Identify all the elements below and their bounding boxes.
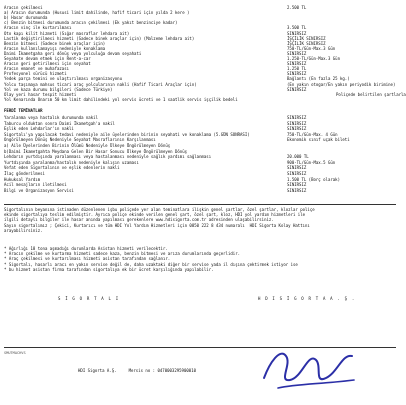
footer-company: HDI Sigorta A.Ş. — [78, 368, 117, 373]
row-label: Lastik değiştirilmesi hizmeti (Sadece binek araçlar için) (Malzeme lehdara ait) — [4, 35, 195, 41]
row-value: İŞÇİLİK SINIRSIZ — [287, 40, 326, 46]
section-title: FERDİ TEMİNATLAR — [4, 108, 43, 113]
row-label: a) Aile Üyelerinden Birinin Ölümü Nedeniyle Ülkeye Öngörülmeyen Dönüş — [4, 143, 171, 148]
table-row — [4, 137, 396, 142]
table-row — [4, 97, 396, 102]
row-value: Bağlantı (En fazla 25 kg.) — [287, 76, 350, 82]
bullet-item: * bu hizmet asistan firma tarafından sigortalıya ek bir ücret karşılığında yapılabilir. — [4, 266, 214, 272]
contact-line: Sayın sigortalımız ; Çekici, Kurtarıcı ve tüm HDI Yol Yardım Hizmetleri için 0850 222 8 434 numaralı HDI Sigorta Kolay Hattını — [4, 223, 310, 228]
insurer-signature-title: H D I S İ G O R T A A . Ş . — [258, 296, 356, 301]
row-value: 900-TL/Gün-Max.5 Gün — [287, 159, 336, 165]
row-label: Yolcu taşımaya mahsus ticari araç yolcularının nakli (Hafif Ticari Araçlar için) — [4, 81, 197, 87]
row-value: SINIRSIZ — [287, 120, 307, 126]
table-row — [4, 177, 396, 182]
bullet-item: * Aracın çekilme ve kurtarma hizmeti sadece kaza, benzin bitmesi ve arıza durumlarında geçerlidir. — [4, 251, 241, 257]
info-row — [4, 188, 396, 193]
row-label: İlaç gönderilmesi — [4, 171, 45, 176]
row-value: SINIRSIZ — [287, 71, 307, 77]
row-label: Yedek parça temini ve ulaştırılması organizasyonu — [4, 76, 123, 82]
row-label: Aracın çekilmesi — [4, 5, 43, 10]
row-label: Olay yeri hasar tespit hizmeti — [4, 91, 77, 97]
row-label: Sigortalı'ya yapılacak tedavi nedeniyle aile üyelerinden birinin seyahati ve konaklama (5.GÜN SONRASI) — [4, 131, 250, 137]
table-row — [4, 121, 396, 126]
row-value: SINIRSIZ — [287, 115, 307, 120]
row-label: Aracın geri getirilmesi için seyahat — [4, 61, 91, 67]
row-label: Yurtdışında yaralanma/hastalık nedeniyle kalışın uzaması — [4, 159, 139, 165]
info-row-value: SINIRSIZ — [287, 188, 307, 193]
table-row — [4, 143, 396, 148]
table-row — [4, 160, 396, 165]
row-value: İŞÇİLİK SINIRSIZ — [287, 35, 326, 41]
row-label: Seyahate devam etmek için Rent-a-car — [4, 56, 91, 61]
terms-paragraph: Sigortalının beyanına istinaden düzenlenen işbu poliçede yer alan teminatlara ilişkin genel şartlar, özel şartlar, klozlar poliçe ekinde sigortalıya teslim edilmiştir. Ayrıca poliçe ekinde verilen genel şart, özel şart, kloz, HDI yol yardım hizmetleri ile ilgili detaylı bilgiler ile hasar anında yapılması gerekenlere www.hdisigorta.com.tr adresinden ulaşabilirsiniz. — [4, 207, 315, 222]
insured-signature-title: S İ G O R T A L I — [58, 296, 120, 301]
row-label: Taburcu olduktan sonra Daimi İkametgah'a nakil — [4, 120, 115, 126]
row-value: 750-TL/Gün-Max.3 Gün — [287, 45, 336, 51]
bullet-item: * Ağırlığı 18 tona aşmadığı durumlarda Asistan hizmeti verilecektir. — [4, 246, 168, 251]
row-label: Daimi İkametgaha geri dönüş veya yolculuğa devam seyahati — [4, 50, 142, 56]
row-value: SINIRSIZ — [287, 86, 307, 92]
row-value: SINIRSIZ — [287, 171, 307, 176]
table-row — [4, 182, 396, 187]
row-label: b) Hasar durumunda — [4, 15, 48, 21]
row-label: Benzin bitmesi (Sadece binek araçlar için) — [4, 40, 106, 46]
table-row — [4, 149, 396, 154]
row-value: 3.500 TL — [287, 25, 307, 31]
row-value: 750-TL/Gün-Max. 4 Gün — [287, 131, 338, 137]
table-row — [4, 171, 396, 176]
row-label: Ongörülmeyen Dönüş Nedeniyle Seyahat Masraflarının Karşılanması — [4, 137, 156, 143]
row-value-secondary: Poliçede belirtilen şartlarla — [336, 91, 406, 97]
row-label: a) Aracın durumunda (Hususi limit dahilinde, hafif ticari için yılda 2 kere ) — [4, 10, 190, 16]
row-value: 20.000 TL — [287, 154, 309, 160]
table-row — [4, 165, 396, 170]
row-label: Profesyonel sürücü hizmeti — [4, 71, 67, 77]
row-label: Hukuksal Yardım — [4, 176, 41, 182]
row-value: SINIRSIZ — [287, 126, 307, 132]
row-label: b)Daimi İkametgahta Meydana Gelen Bir Hasar Sonucu Ülkeye Öngörülmeyen Dönüş — [4, 148, 188, 154]
row-value: 1.250 TL — [287, 66, 307, 72]
row-value: Ekonomik sınıf uçak bileti — [287, 137, 350, 143]
row-value: 1.500 TL (Borç olarak) — [287, 176, 340, 182]
row-label: Lehdarın yurtdışında yaralanması veya hastalanması nedeniyle sağlık yardımı sağlanması — [4, 154, 212, 160]
row-label: Vefat eden Sigortalının ve eşlik edenlerin nakli — [4, 165, 120, 171]
table-row — [4, 126, 396, 131]
row-value: 2.500 TL — [287, 5, 307, 10]
row-value: SINIRSIZ — [287, 30, 307, 36]
contact-line-2: arayabilirsiniz. — [4, 228, 43, 233]
footer — [78, 368, 196, 373]
row-label: Yol ve kaza durumu bilgileri (Sadece Türkiye) — [4, 86, 113, 92]
bullet-item: * Sigortalı, hasarlı aracı en yakın servise değil de, daha uzaktaki diğer bir servise yada il dışına çektirmek istiyor ise — [4, 261, 298, 267]
row-value: SINIRSIZ — [287, 61, 307, 67]
table-row — [4, 132, 396, 137]
stamp-text: SMUTMACHVS — [4, 351, 26, 355]
row-value: SINIRSIZ — [287, 182, 307, 188]
divider — [4, 204, 396, 205]
handwritten-signature — [256, 334, 366, 396]
row-label: Eşlik eden Lehdarlar'ın nakli — [4, 126, 74, 132]
row-value: (En yakın otogar/En yakın periyodik birimine) — [287, 81, 396, 87]
table-row — [4, 115, 396, 120]
row-label: Acil mesajların iletilmesi — [4, 182, 67, 188]
row-label: Yol Kenarında Onarım 50 km limit dahilindeki yol servis ücreti ve 1 saatlik servis işçilik bedeli — [4, 96, 238, 102]
bullet-item: * Araç çekilmesi ve kurtarılması hizmeti asistan tarafından sağlanır. — [4, 256, 171, 262]
row-label: Aracın kullanılamayışı nedeniyle konaklama — [4, 45, 106, 51]
row-label: Aracın vinç ile kurtarılması — [4, 25, 72, 31]
info-row-label: Bilgi ve Organizasyon Servisi — [4, 188, 74, 193]
row-value: SINIRSIZ — [287, 50, 307, 56]
row-value: SINIRSIZ — [287, 165, 307, 171]
footer-mersis: Mersis no : 0470003295900010 — [128, 368, 197, 373]
row-label: Oto kapı kilit hizmeti (Sığar masraflar lehdara ait) — [4, 30, 130, 36]
table-row — [4, 154, 396, 159]
row-label: Aracın emanet ve muhafazası — [4, 66, 70, 72]
row-label: Yaralanma veya hastalık durumunda nakil — [4, 115, 98, 120]
row-label: c) Benzin bitmesi durumunda aracın çekilmesi (Ek yakıt benzinciye kadar) — [4, 20, 178, 26]
row-value: 1.250-TL/Gün-Max.3 Gün — [287, 56, 340, 61]
